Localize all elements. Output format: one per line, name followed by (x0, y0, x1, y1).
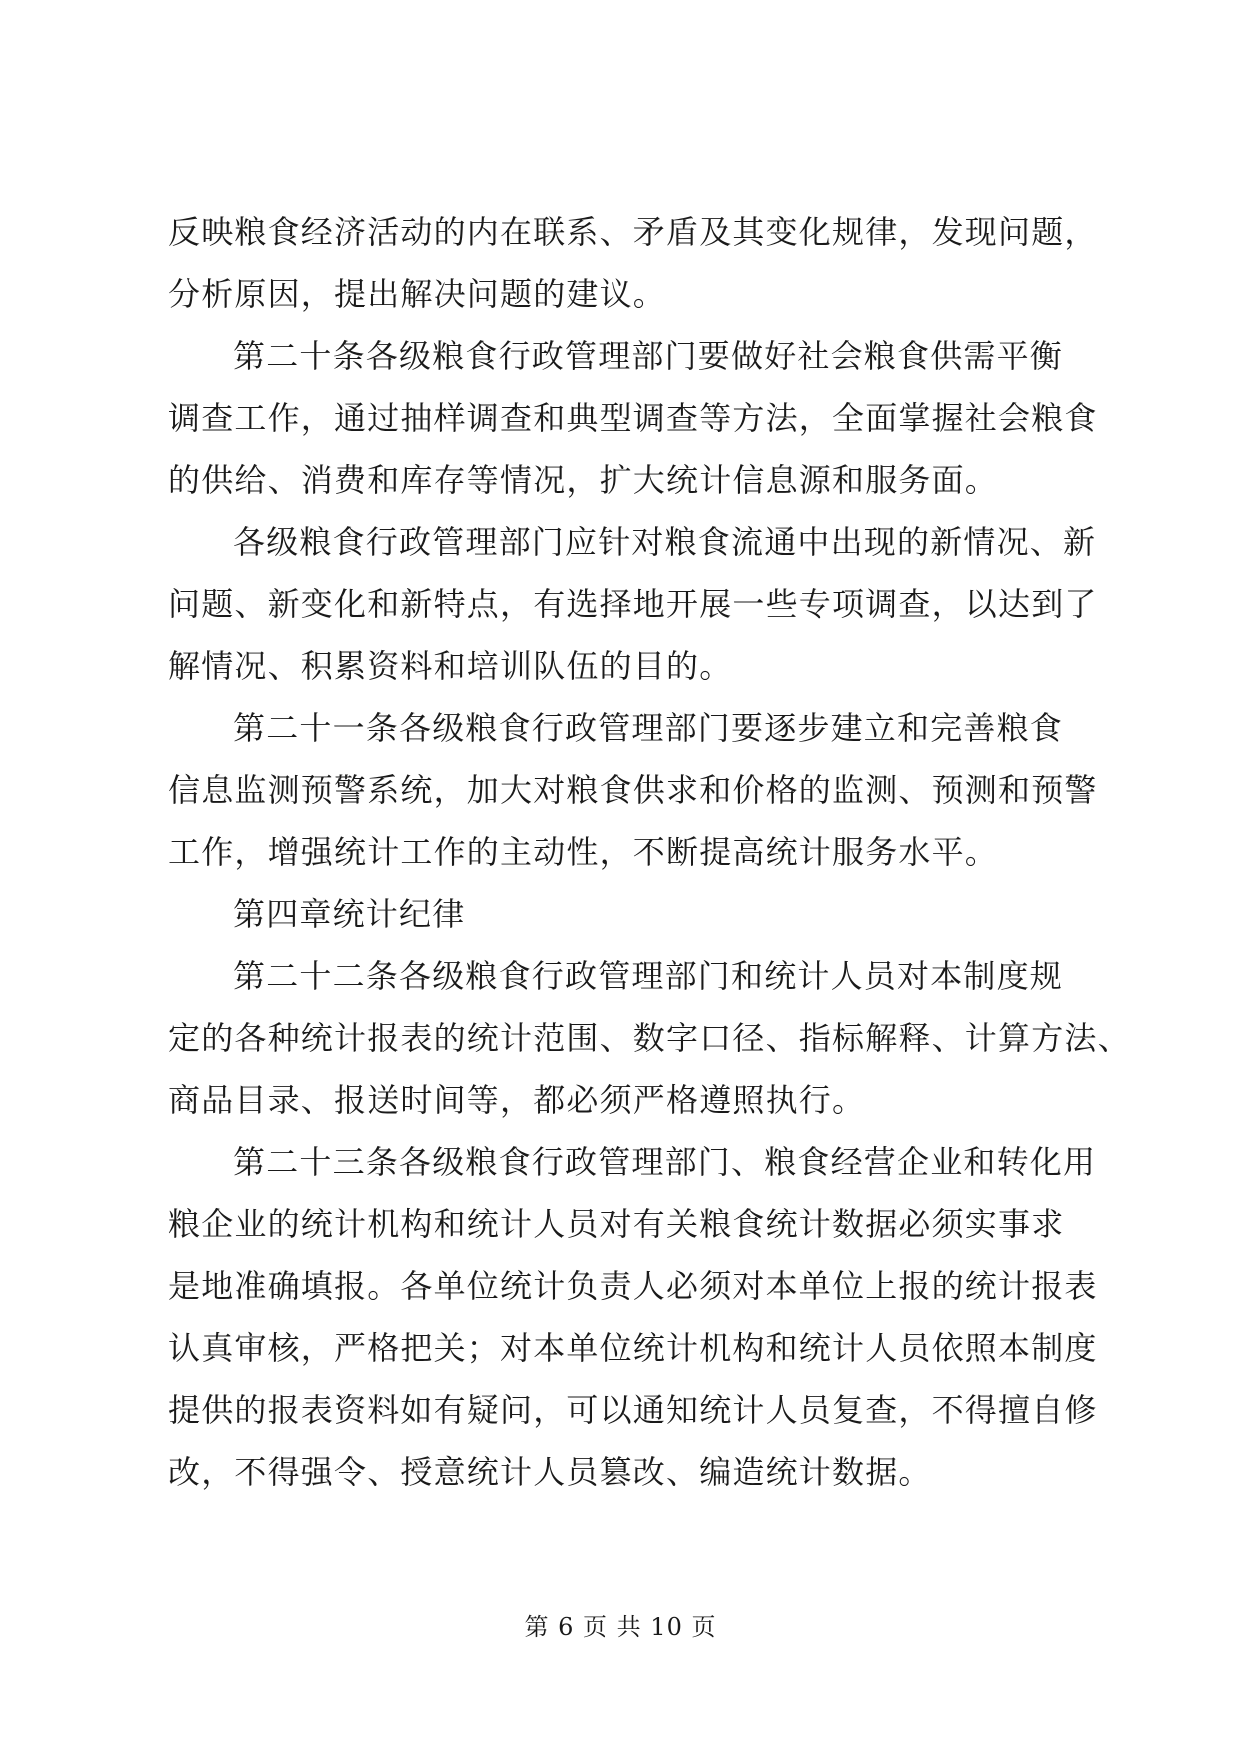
body-text-line: 是地准确填报。各单位统计负责人必须对本单位上报的统计报表 (168, 1267, 1098, 1305)
body-text-line: 分析原因，提出解决问题的建议。 (168, 275, 667, 313)
body-text-line: 认真审核，严格把关；对本单位统计机构和统计人员依照本制度 (168, 1329, 1098, 1367)
body-text-line: 解情况、积累资料和培训队伍的目的。 (168, 647, 733, 685)
body-text-line: 商品目录、报送时间等，都必须严格遵照执行。 (168, 1081, 866, 1119)
article-22-line: 第二十二条各级粮食行政管理部门和统计人员对本制度规 (233, 957, 1064, 995)
body-text-line: 工作，增强统计工作的主动性，不断提高统计服务水平。 (168, 833, 999, 871)
article-23-line: 第二十三条各级粮食行政管理部门、粮食经营企业和转化用 (233, 1143, 1097, 1181)
page-number-footer: 第 6 页 共 10 页 (524, 1613, 717, 1641)
body-text-line: 提供的报表资料如有疑问，可以通知统计人员复查，不得擅自修 (168, 1391, 1098, 1429)
body-text-line: 反映粮食经济活动的内在联系、矛盾及其变化规律，发现问题， (168, 213, 1098, 251)
paragraph-start-line: 各级粮食行政管理部门应针对粮食流通中出现的新情况、新 (233, 523, 1097, 561)
article-20-line: 第二十条各级粮食行政管理部门要做好社会粮食供需平衡 (233, 337, 1064, 375)
body-text-line: 定的各种统计报表的统计范围、数字口径、指标解释、计算方法、 (168, 1019, 1131, 1057)
body-text-line: 信息监测预警系统，加大对粮食供求和价格的监测、预测和预警 (168, 771, 1098, 809)
body-text-line: 改，不得强令、授意统计人员篡改、编造统计数据。 (168, 1453, 932, 1491)
body-text-line: 粮企业的统计机构和统计人员对有关粮食统计数据必须实事求 (168, 1205, 1065, 1243)
body-text-line: 问题、新变化和新特点，有选择地开展一些专项调查，以达到了 (168, 585, 1098, 623)
article-21-line: 第二十一条各级粮食行政管理部门要逐步建立和完善粮食 (233, 709, 1064, 747)
body-text-line: 调查工作，通过抽样调查和典型调查等方法，全面掌握社会粮食 (168, 399, 1098, 437)
body-text-line: 的供给、消费和库存等情况，扩大统计信息源和服务面。 (168, 461, 999, 499)
chapter-heading: 第四章统计纪律 (233, 895, 466, 933)
